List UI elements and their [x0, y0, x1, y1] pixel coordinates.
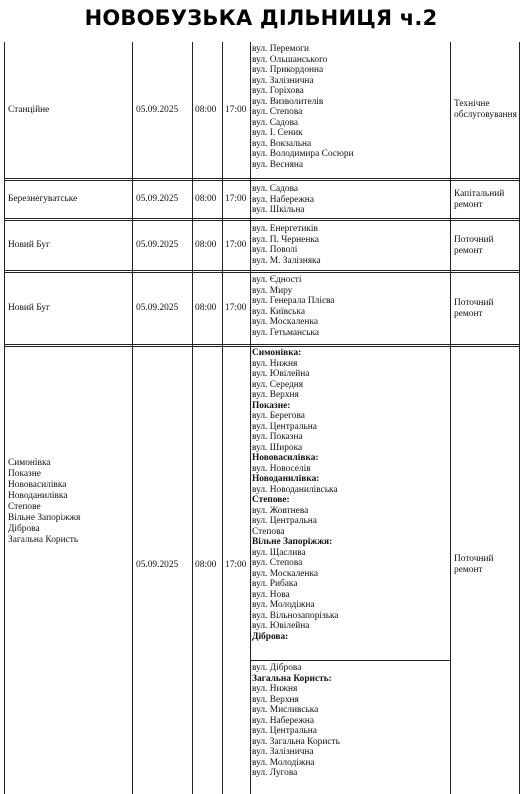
street-name: вул. Гетьманська [252, 327, 320, 338]
outage-table [4, 42, 520, 794]
work-type-line: обслуговування [454, 110, 517, 120]
village-heading: Новоданилівка: [252, 474, 320, 484]
street-name: вул. Нижня [252, 684, 298, 694]
work-type-line: ремонт [454, 308, 483, 319]
location-name: Новоданилівка [8, 491, 68, 501]
street-name: вул. Щаслива [252, 547, 306, 558]
street-name: вул. Шкільна [252, 205, 305, 215]
street-name: вул. Визволителів [252, 96, 324, 107]
work-type-cell [454, 273, 520, 344]
start-time-cell: 08:00 [195, 194, 217, 204]
location-name: Нововасилівка [8, 480, 67, 490]
work-type-line: Технічне [454, 99, 490, 109]
work-type-cell [454, 181, 520, 218]
end-time-cell: 17:00 [225, 194, 247, 204]
street-list [252, 663, 448, 779]
street-name: вул. М. Залізняка [252, 255, 321, 266]
village-heading: Показне: [252, 400, 291, 411]
end-time-cell: 17:00 [225, 240, 247, 250]
street-name: вул. Широка [252, 442, 303, 453]
work-type-line: ремонт [454, 245, 483, 256]
street-name: вул. Садова [252, 117, 299, 128]
date-cell: 05.09.2025 [136, 559, 179, 570]
street-name: вул. Володимира Сосюри [252, 149, 354, 159]
street-name: вул. Москаленка [252, 568, 319, 579]
street-name: вул. Весняна [252, 159, 304, 170]
street-name: вул. Нижня [252, 358, 298, 369]
work-type-line: Поточний [454, 297, 494, 308]
street-name: вул. Ювілейна [252, 621, 310, 631]
location-cell [8, 221, 130, 270]
street-name: вул. Молодіжна [252, 757, 315, 768]
location-cell [8, 181, 130, 218]
street-name: вул. Степова [252, 558, 303, 568]
column-divider-end [222, 42, 223, 794]
location-cell [8, 347, 130, 657]
location-cell [8, 273, 130, 344]
street-name: вул. Новоданилівська [252, 484, 338, 495]
village-heading: Нововасилівка: [252, 453, 319, 463]
village-heading: Загальна Користь: [252, 673, 332, 684]
start-time-cell: 08:00 [195, 559, 217, 570]
work-type-line: Капітальний [454, 188, 505, 199]
column-divider-work [450, 42, 451, 794]
work-type-cell [454, 42, 520, 178]
street-name: вул. Показна [252, 432, 303, 442]
street-name: вул. Генерала Плієва [252, 296, 335, 306]
start-time-cell: 08:00 [195, 240, 217, 250]
street-name: вул. Ольшанського [252, 54, 328, 65]
street-name: вул. Залізнична [252, 747, 314, 757]
work-type-cell [454, 221, 520, 270]
street-name: вул. Степова [252, 107, 303, 117]
location-name: Новий Буг [8, 240, 50, 250]
street-name: вул. Берегова [252, 411, 305, 421]
date-cell: 05.09.2025 [136, 194, 179, 204]
work-type-cell [454, 347, 520, 783]
street-name: вул. Верхня [252, 694, 299, 705]
street-name: вул. Вокзальна [252, 138, 312, 149]
street-name: вул. Прикордонна [252, 65, 324, 75]
village-heading: Симонівка: [252, 348, 302, 358]
column-divider-date [132, 42, 133, 794]
street-name: вул. Центральна [252, 516, 317, 526]
location-name: Показне [8, 469, 41, 479]
end-time-cell: 17:00 [225, 559, 247, 570]
location-name: Станційне [8, 104, 50, 115]
end-time-cell: 17:00 [225, 104, 247, 115]
street-name: вул. Набережна [252, 194, 314, 205]
street-name: вул. Центральна [252, 421, 317, 432]
street-name: вул. Нова [252, 589, 290, 600]
table-border-left [4, 42, 5, 794]
street-name: вул. Загальна Користь [252, 736, 340, 747]
street-name: вул. І. Сеник [252, 128, 303, 138]
street-name: вул. Ювілейна [252, 369, 310, 379]
street-name: вул. Єдності [252, 275, 302, 285]
village-heading: Вільне Запоріжжя: [252, 537, 333, 547]
street-list [252, 184, 448, 216]
street-name: вул. П. Черненка [252, 234, 319, 245]
street-name: вул. Горіхова [252, 86, 304, 96]
location-name: Загальна Користь [8, 535, 79, 545]
village-heading: Степове: [252, 495, 290, 505]
street-name: вул. Рибака [252, 579, 298, 589]
date-cell: 05.09.2025 [136, 240, 179, 250]
location-name: Новий Буг [8, 303, 50, 313]
date-cell: 05.09.2025 [136, 104, 179, 115]
street-name: вул. Залізнична [252, 75, 314, 86]
street-name: вул. Жовтнева [252, 505, 309, 516]
work-type-line: Поточний [454, 234, 494, 245]
street-name: вул. Верхня [252, 390, 299, 400]
location-name: Діброва [8, 524, 40, 534]
location-name: Березнегуватське [8, 194, 78, 204]
street-name: вул. Мисливська [252, 705, 319, 715]
street-name: вул. Перемоги [252, 44, 310, 54]
street-name: вул. Діброва [252, 663, 302, 673]
village-heading: Діброва: [252, 631, 289, 642]
work-type-line: Поточний [454, 554, 494, 564]
street-name: вул. Молодіжна [252, 600, 315, 610]
page-break-line [250, 660, 450, 661]
street-name: вул. Миру [252, 285, 293, 296]
page-title: НОВОБУЗЬКА ДІЛЬНИЦЯ ч.2 [84, 6, 438, 30]
date-cell: 05.09.2025 [136, 303, 179, 313]
work-type-line: ремонт [454, 565, 483, 575]
street-name: вул. Енергетиків [252, 224, 318, 234]
street-name: вул. Лугова [252, 768, 298, 778]
street-list [252, 224, 448, 266]
work-type-line: ремонт [454, 199, 483, 210]
street-list [252, 275, 448, 338]
street-name: вул. Поволі [252, 245, 298, 255]
location-name: Степове [8, 502, 41, 512]
street-name: вул. Садова [252, 184, 299, 194]
start-time-cell: 08:00 [195, 303, 217, 313]
street-list [252, 348, 448, 642]
start-time-cell: 08:00 [195, 104, 217, 115]
location-name: Симонівка [8, 458, 51, 468]
location-name: Вільне Запоріжжя [8, 513, 81, 523]
street-name: вул. Набережна [252, 715, 314, 726]
end-time-cell: 17:00 [225, 303, 247, 313]
street-name: вул. Москаленка [252, 317, 319, 327]
street-name: вул. Центральна [252, 726, 317, 736]
column-divider-start [192, 42, 193, 794]
street-name: вул. Вільнозапорізька [252, 610, 339, 621]
street-name: Степова [252, 526, 285, 537]
street-name: вул. Середня [252, 379, 304, 390]
street-name: вул. Новоселів [252, 463, 311, 474]
street-list [252, 44, 448, 170]
location-cell [8, 42, 130, 178]
street-name: вул. Київська [252, 306, 306, 317]
